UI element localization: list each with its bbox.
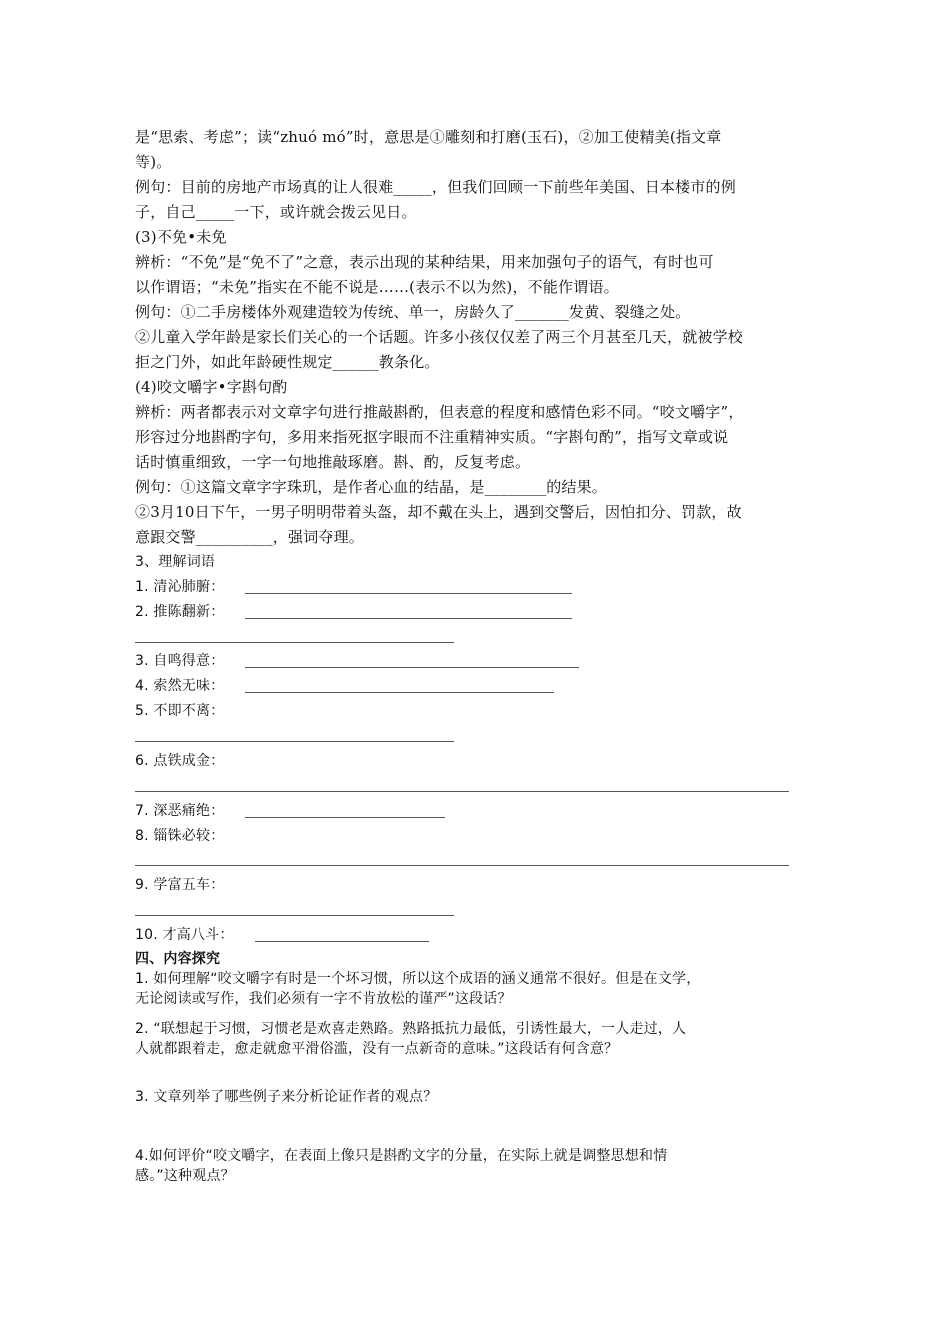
text-line: ②儿童入学年龄是家长们关心的一个话题。许多小孩仅仅差了两三个月甚至几天，就被学校 bbox=[135, 328, 744, 346]
text-line: 等)。 bbox=[135, 153, 172, 171]
text-line: 意跟交警__________，强词夺理。 bbox=[135, 528, 365, 546]
question-line: 无论阅读或写作，我们必须有一字不肯放松的谨严”这段话？ bbox=[135, 991, 512, 1007]
vocab-item: 7. 深恶痛绝： bbox=[135, 803, 225, 819]
text-line: 是“思索、考虑”；读“zhuó mó”时，意思是①雕刻和打磨(玉石)，②加工使精美(指文章 bbox=[135, 128, 722, 146]
text-line: 以作谓语；“未免”指实在不能不说是……(表示不以为然)，不能作谓语。 bbox=[135, 278, 619, 296]
vocab-item: 9. 学富五车： bbox=[135, 877, 225, 893]
text-line: 例句：①这篇文章字字珠玑，是作者心血的结晶，是________的结果。 bbox=[135, 478, 608, 496]
question-line: 4.如何评价“咬文嚼字，在表面上像只是斟酌文字的分量，在实际上就是调整思想和情 bbox=[135, 1148, 668, 1164]
answer-line bbox=[255, 941, 429, 942]
vocab-item: 8. 锱铢必较： bbox=[135, 828, 225, 844]
question-line: 2. “联想起于习惯，习惯老是欢喜走熟路。熟路抵抗力最低，引诱性最大，一人走过，人 bbox=[135, 1021, 687, 1037]
section-title: 四、内容探究 bbox=[135, 951, 221, 967]
vocab-item: 5. 不即不离： bbox=[135, 703, 225, 719]
text-line: 话时慎重细致，一字一句地推敲琢磨。斟、酌，反复考虑。 bbox=[135, 453, 531, 471]
vocab-item: 10. 才高八斗： bbox=[135, 927, 234, 943]
text-line: 例句：目前的房地产市场真的让人很难_____，但我们回顾一下前些年美国、日本楼市的例 bbox=[135, 178, 736, 196]
answer-line bbox=[135, 791, 789, 792]
vocab-item: 3. 自鸣得意： bbox=[135, 653, 225, 669]
answer-line bbox=[245, 618, 572, 619]
answer-line bbox=[245, 817, 445, 818]
answer-line bbox=[135, 915, 454, 916]
vocab-item: 6. 点铁成金： bbox=[135, 753, 225, 769]
subheading: (4)咬文嚼字•字斟句酌 bbox=[135, 378, 288, 396]
question-line: 1. 如何理解“咬文嚼字有时是一个坏习惯，所以这个成语的涵义通常不很好。但是在文学， bbox=[135, 971, 701, 987]
question-line: 3. 文章列举了哪些例子来分析论证作者的观点？ bbox=[135, 1089, 438, 1105]
answer-line bbox=[245, 692, 554, 693]
text-line: 例句：①二手房楼体外观建造较为传统、单一，房龄久了_______发黄、裂缝之处。 bbox=[135, 303, 691, 321]
text-line: 辨析：“不免”是“免不了”之意，表示出现的某种结果，用来加强句子的语气，有时也可 bbox=[135, 253, 714, 271]
text-line: ②3月10日下午，一男子明明带着头盔，却不戴在头上，遇到交警后，因怕扣分、罚款，故 bbox=[135, 503, 742, 521]
answer-line bbox=[245, 593, 572, 594]
text-line: 子，自己_____一下，或许就会拨云见日。 bbox=[135, 203, 417, 221]
text-line: 拒之门外，如此年龄硬性规定______教条化。 bbox=[135, 353, 440, 371]
question-line: 感。”这种观点？ bbox=[135, 1168, 235, 1184]
text-line: 形容过分地斟酌字句，多用来指死抠字眼而不注重精神实质。“字斟句酌”，指写文章或说 bbox=[135, 428, 729, 446]
answer-line bbox=[135, 642, 454, 643]
answer-line bbox=[135, 741, 454, 742]
question-line: 人就都跟着走，愈走就愈平滑俗滥，没有一点新奇的意味。”这段话有何含意？ bbox=[135, 1041, 619, 1057]
text-line: 辨析：两者都表示对文章字句进行推敲斟酌，但表意的程度和感情色彩不同。“咬文嚼字”， bbox=[135, 403, 744, 421]
subheading: (3)不免•未免 bbox=[135, 228, 227, 246]
vocab-item: 2. 推陈翻新： bbox=[135, 604, 225, 620]
answer-line bbox=[245, 667, 579, 668]
answer-line bbox=[135, 865, 789, 866]
vocab-item: 1. 清沁肺腑： bbox=[135, 579, 225, 595]
vocab-item: 4. 索然无味： bbox=[135, 678, 225, 694]
section-title: 3、理解词语 bbox=[135, 554, 216, 570]
